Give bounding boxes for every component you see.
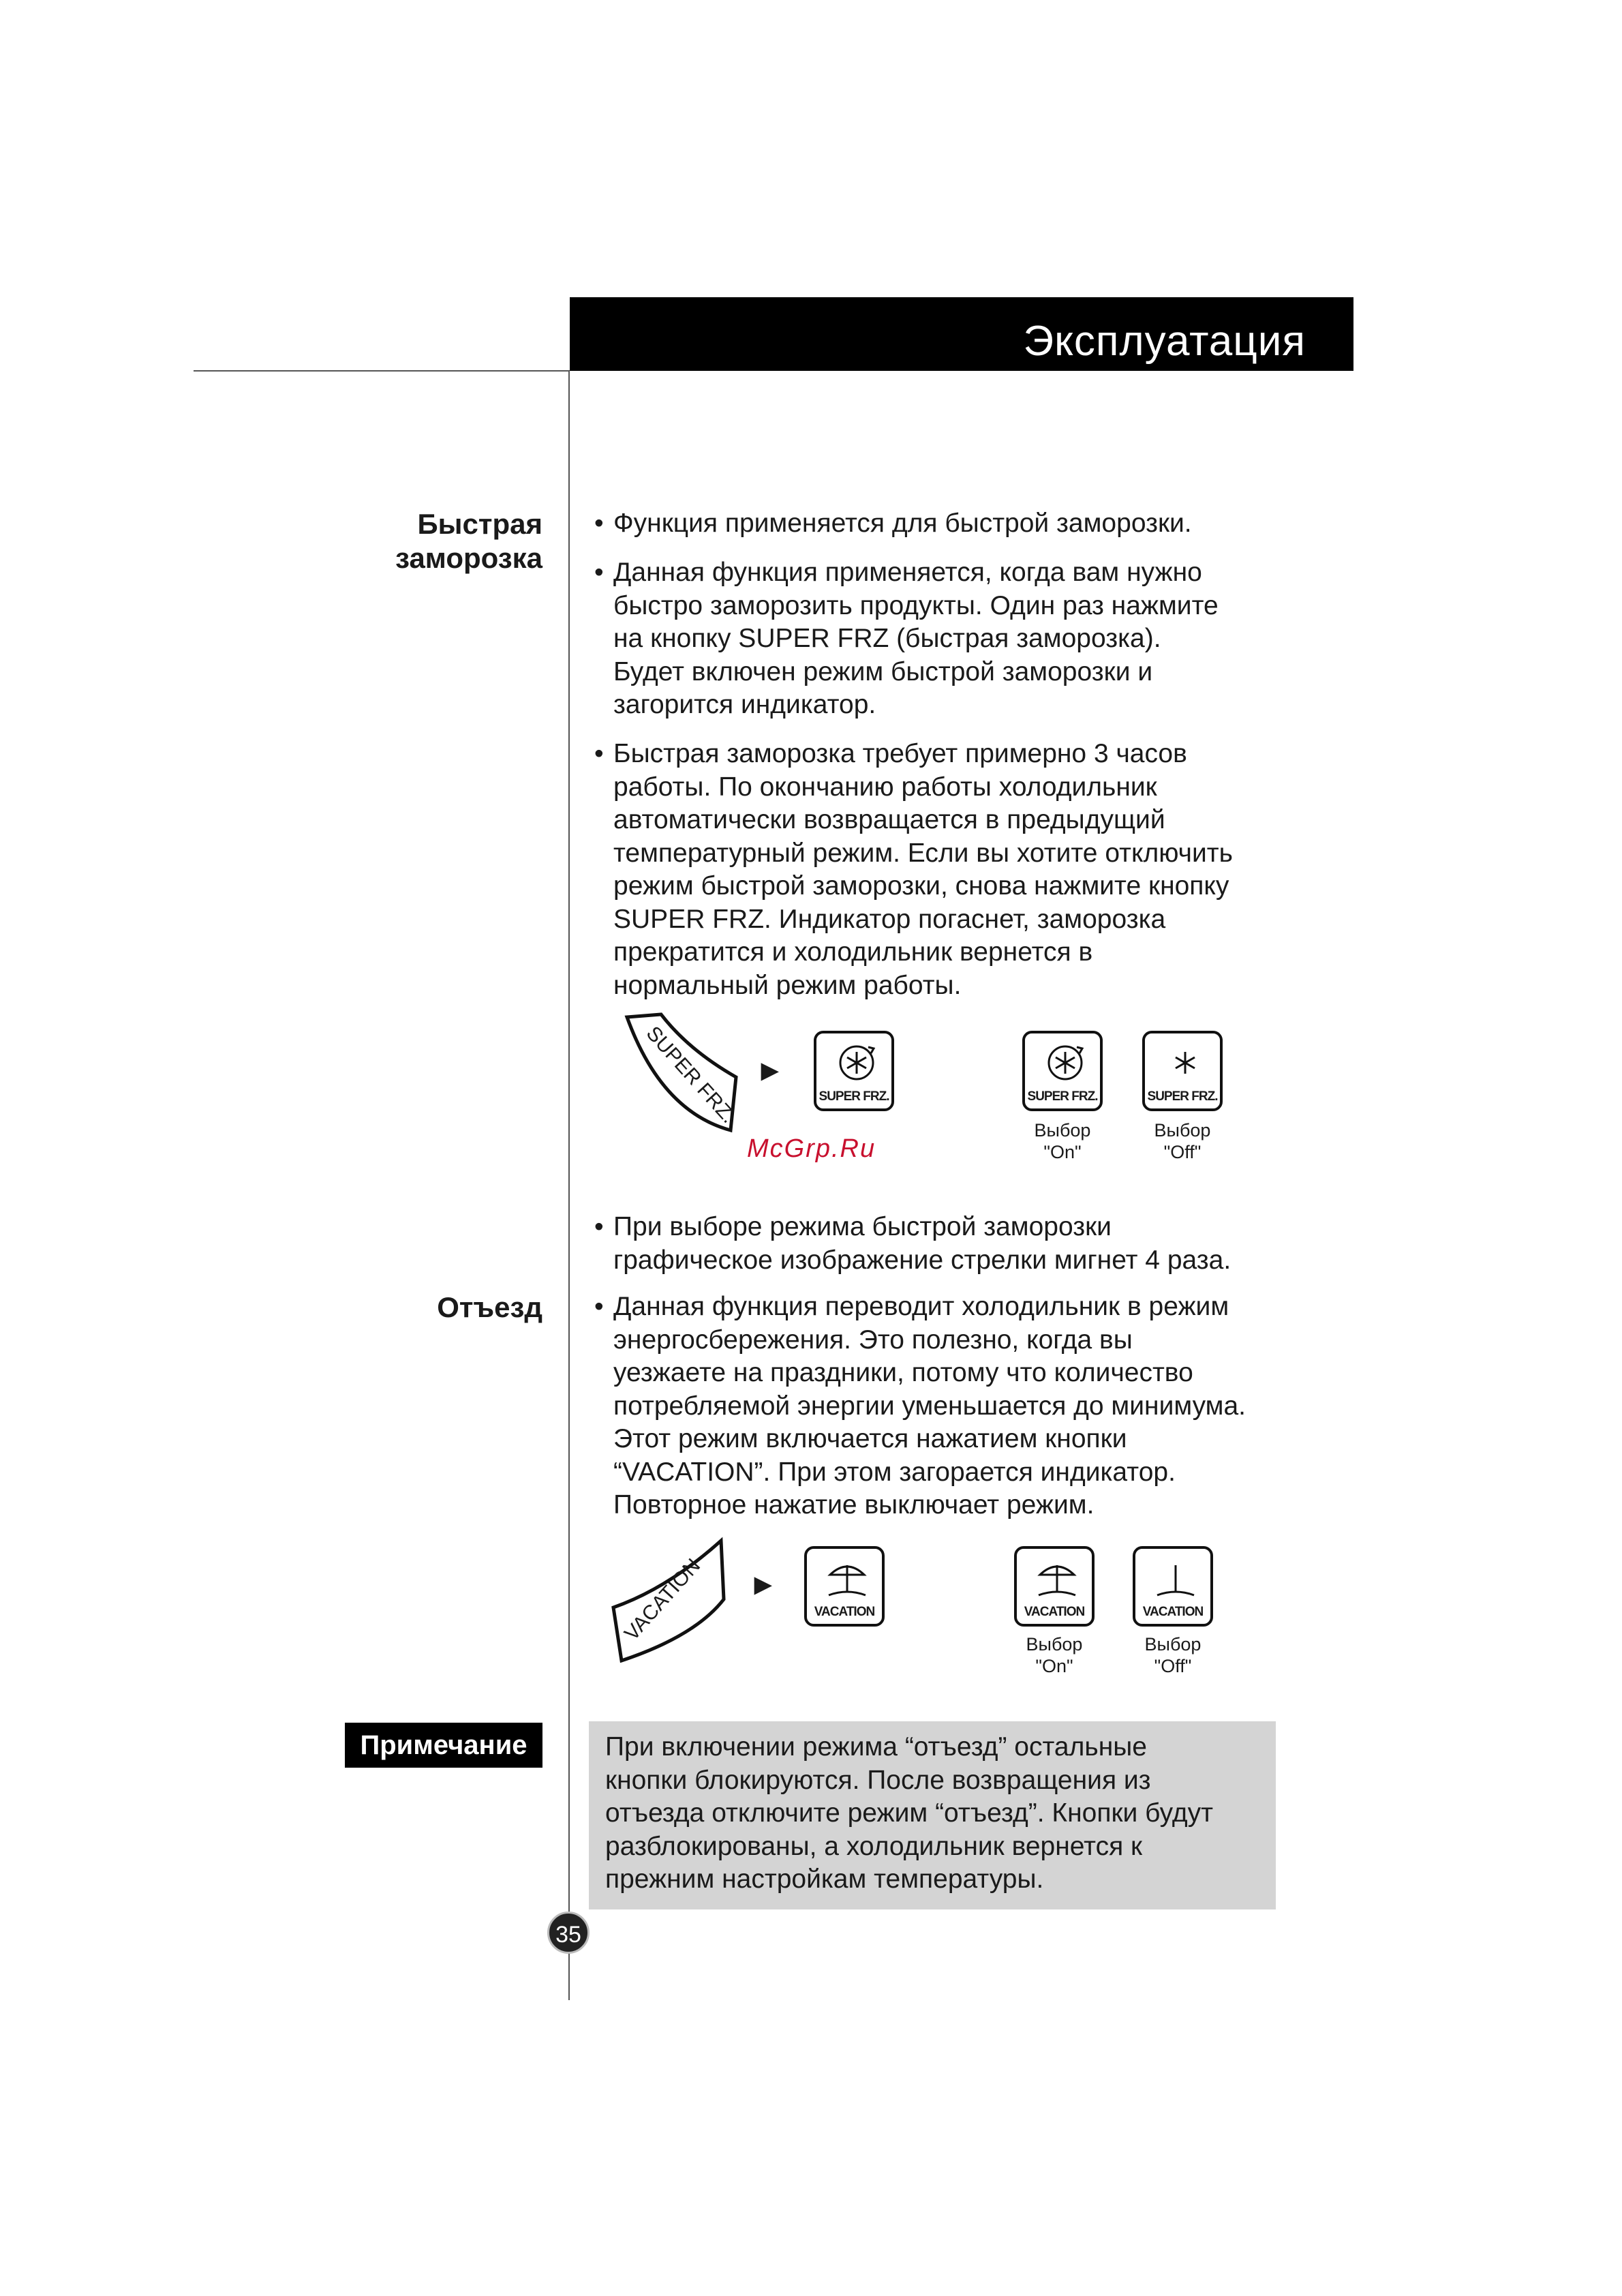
super-frz-on-icon [1022, 1031, 1103, 1111]
caption-off: Выбор "Off" [1144, 1634, 1202, 1676]
arrow-icon: ► [748, 1568, 778, 1601]
note-label: Примечание [345, 1723, 542, 1768]
bullet-text: Быстрая заморозка требует примерно 3 часов работы. По окончанию работы холодильник автоматически возвращается в предыдущий температурный режим. Если вы хотите отключить режим быстрой заморозки, снова нажмите кнопку SUPER FRZ. Индикатор погаснет, заморозка прекратится и холодильник вернется в нормальный режим работы. [613, 739, 1233, 1000]
beach-umbrella-icon [825, 1556, 870, 1601]
list-item [594, 507, 1276, 541]
bullet-text: Данная функция переводит холодильник в режим энергосбережения. Это полезно, когда вы уезжаете на праздники, потому что количество потребляемой энергии уменьшается до минимума. Этот режим включается нажатием кнопки “VACATION”. При этом загорается индикатор. Повторное нажатие выключает режим. [613, 1292, 1246, 1520]
arrow-icon: ► [755, 1054, 785, 1087]
caption-off: Выбор "Off" [1154, 1120, 1211, 1162]
super-frz-button-illustration [613, 1009, 750, 1145]
list-item [594, 556, 1276, 722]
bullet-mark: • [594, 739, 604, 768]
note-text: При включении режима “отъезд” остальные кнопки блокируются. После возвращения из отъезда отключите режим “отъезд”. Кнопки будут разблокированы, а холодильник вернется к прежним настройкам температуры. [589, 1721, 1276, 1909]
icon-label: VACATION [1142, 1605, 1204, 1619]
caption-on: Выбор "On" [1034, 1120, 1091, 1162]
page-number: 35 [547, 1912, 590, 1954]
section-title-super-freeze: Быстрая заморозка [395, 508, 542, 574]
bullet-text: Данная функция применяется, когда вам нужно быстро заморозить продукты. Один раз нажмите на кнопку SUPER FRZ (быстрая заморозка). Будет включен режим быстрой заморозки и загорится индикатор. [613, 558, 1219, 719]
bullet-mark: • [594, 1212, 604, 1241]
super-frz-button-label: SUPER FRZ. [641, 1022, 740, 1128]
vacation-button-illustration [607, 1527, 743, 1663]
icon-label: VACATION [1024, 1605, 1085, 1619]
icon-label: SUPER FRZ. [1027, 1089, 1098, 1104]
header-rule [194, 370, 570, 372]
list-item [594, 1290, 1276, 1522]
page-title: Эксплуатация [1023, 318, 1306, 365]
icon-label: VACATION [814, 1605, 875, 1619]
list-item [594, 1211, 1276, 1277]
vacation-indicator-icon [804, 1546, 885, 1627]
beach-umbrella-icon [1035, 1556, 1080, 1601]
bullet-mark: • [594, 509, 604, 538]
snowflake-icon [1163, 1040, 1208, 1085]
snowflake-arrow-icon [834, 1040, 879, 1085]
snowflake-arrow-icon [1043, 1040, 1088, 1085]
bullet-mark: • [594, 558, 604, 587]
caption-on: Выбор "On" [1026, 1634, 1083, 1676]
bullet-text: При выборе режима быстрой заморозки графическое изображение стрелки мигнет 4 раза. [613, 1212, 1231, 1275]
header-bar [570, 297, 1353, 371]
watermark: McGrp.Ru [747, 1134, 876, 1163]
list-item [594, 738, 1276, 1002]
super-frz-indicator-icon [814, 1031, 894, 1111]
beach-pole-icon [1153, 1556, 1198, 1601]
column-divider [568, 371, 570, 2000]
vacation-on-icon [1014, 1546, 1095, 1627]
section-title-vacation: Отъезд [437, 1291, 542, 1323]
icon-label: SUPER FRZ. [818, 1089, 889, 1104]
vacation-button-label: VACATION [620, 1554, 705, 1646]
vacation-off-icon [1133, 1546, 1213, 1627]
icon-label: SUPER FRZ. [1147, 1089, 1218, 1104]
bullet-mark: • [594, 1292, 604, 1321]
super-frz-off-icon [1142, 1031, 1223, 1111]
bullet-text: Функция применяется для быстрой заморозки. [613, 509, 1192, 538]
